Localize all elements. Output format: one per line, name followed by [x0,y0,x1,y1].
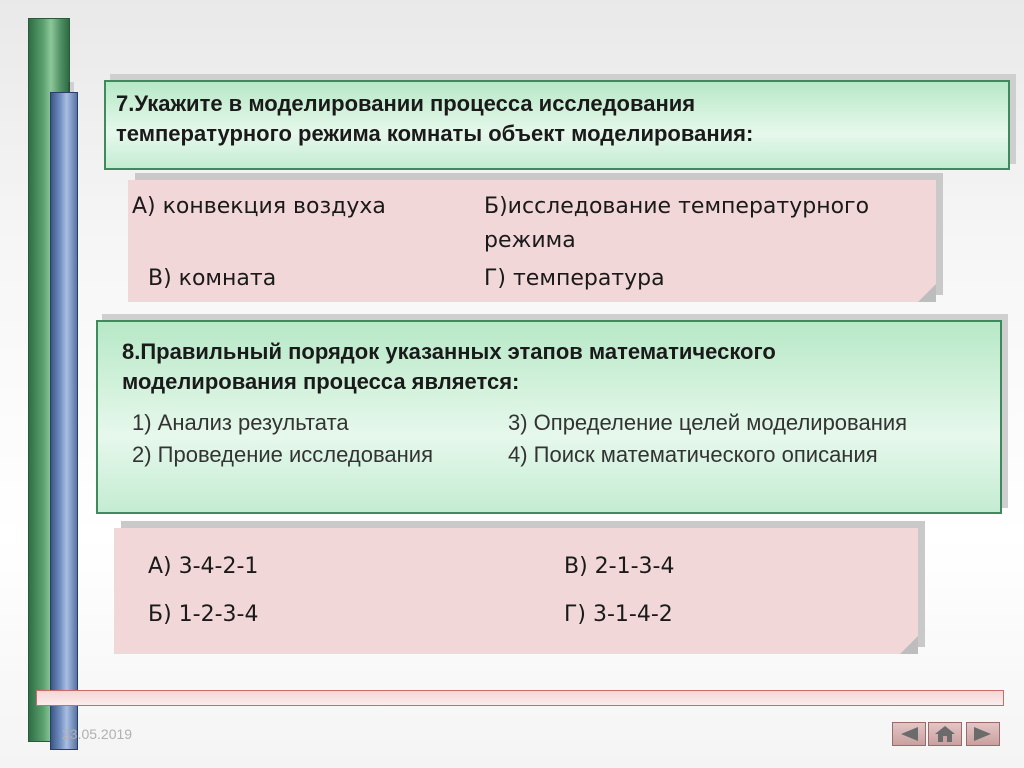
answer-7-d[interactable]: Г) температура [484,266,665,291]
next-slide-button[interactable] [966,722,1000,746]
corner-fold [918,284,936,302]
answer-8-a[interactable]: А) 3-4-2-1 [148,554,259,579]
option-8-1: 1) Анализ результата [132,410,349,435]
question-7-line1: 7.Укажите в моделировании процесса исследования [116,91,696,116]
question-7-answers-box [128,180,936,302]
option-8-3: 3) Определение целей моделирования [508,410,908,435]
next-arrow-icon [972,726,994,742]
answer-7-c[interactable]: В) комната [148,266,277,291]
question-8-answers-box [114,528,918,654]
question-8-box [96,320,1002,514]
left-decor-bar-blue [50,92,78,750]
question-8-line1: 8.Правильный порядок указанных этапов математического [122,339,776,364]
footer-strip [36,690,1004,706]
home-icon [934,725,956,743]
answer-8-c[interactable]: В) 2-1-3-4 [564,554,675,579]
answer-8-d[interactable]: Г) 3-1-4-2 [564,602,673,627]
answer-8-b[interactable]: Б) 1-2-3-4 [148,602,259,627]
answer-7-b-line2[interactable]: режима [484,228,576,253]
question-7-line2: температурного режима комнаты объект моделирования: [116,121,754,146]
question-7-box [104,80,1010,170]
prev-arrow-icon [898,726,920,742]
home-button[interactable] [928,722,962,746]
slide-date: 23.05.2019 [62,726,133,742]
option-8-2: 2) Проведение исследования [132,442,433,467]
prev-slide-button[interactable] [892,722,926,746]
option-8-4: 4) Поиск математического описания [508,442,878,467]
answer-7-a[interactable]: А) конвекция воздуха [132,194,386,219]
answer-7-b-line1[interactable]: Б)исследование температурного [484,194,870,219]
question-8-line2: моделирования процесса является: [122,369,520,394]
corner-fold [900,636,918,654]
